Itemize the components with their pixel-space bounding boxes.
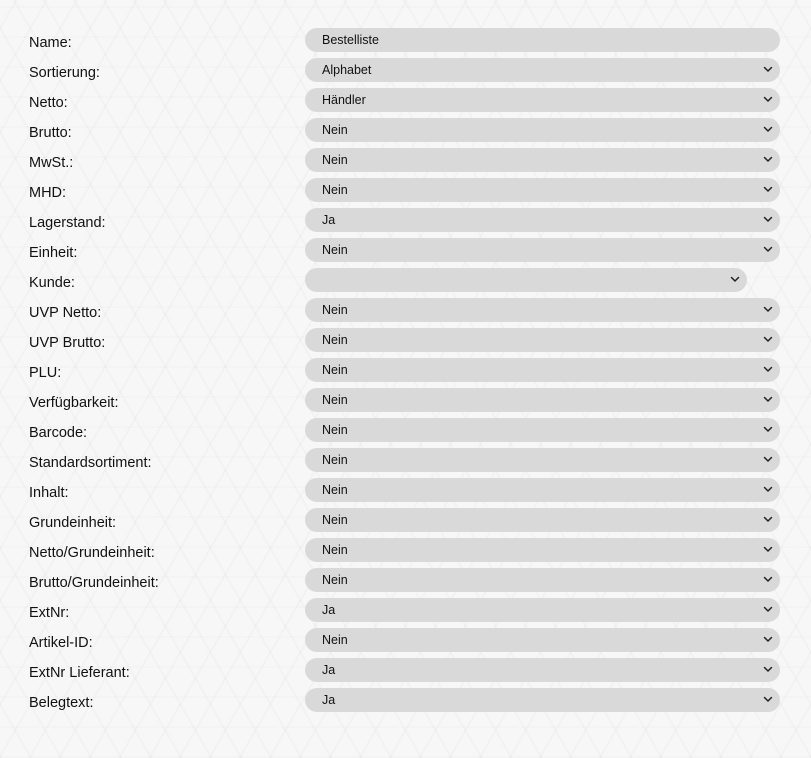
field-label: ExtNr:	[29, 605, 70, 621]
plu-select[interactable]	[305, 358, 780, 382]
field-label: Netto/Grundeinheit:	[29, 545, 155, 561]
form-row-plu	[0, 358, 811, 388]
field-value: Händler	[322, 93, 366, 107]
field-label: Standardsortiment:	[29, 455, 152, 471]
form-row-verfuegbarkeit	[0, 388, 811, 418]
mwst-select[interactable]	[305, 148, 780, 172]
chevron-down-icon	[763, 516, 773, 523]
extnr-lieferant-select[interactable]	[305, 658, 780, 682]
artikel-id-select[interactable]	[305, 628, 780, 652]
field-value: Nein	[322, 573, 348, 587]
kunde-select[interactable]	[305, 268, 747, 292]
form-row-netto	[0, 88, 811, 118]
field-label: Sortierung:	[29, 65, 100, 81]
form-row-name	[0, 28, 811, 58]
field-value: Nein	[322, 123, 348, 137]
field-label: UVP Netto:	[29, 305, 102, 321]
brutto-select[interactable]	[305, 118, 780, 142]
chevron-down-icon	[763, 366, 773, 373]
field-value: Nein	[322, 363, 348, 377]
form-row-lagerstand	[0, 208, 811, 238]
field-value: Nein	[322, 183, 348, 197]
standardsortiment-select[interactable]	[305, 448, 780, 472]
form-row-sortierung	[0, 58, 811, 88]
chevron-down-icon	[730, 276, 740, 283]
field-value: Nein	[322, 513, 348, 527]
chevron-down-icon	[763, 126, 773, 133]
field-value: Nein	[322, 543, 348, 557]
netto-grundeinheit-select[interactable]	[305, 538, 780, 562]
field-value: Ja	[322, 663, 336, 677]
chevron-down-icon	[763, 426, 773, 433]
inhalt-select[interactable]	[305, 478, 780, 502]
form-row-standardsortiment	[0, 448, 811, 478]
chevron-down-icon	[763, 96, 773, 103]
form-row-extnr-lieferant	[0, 658, 811, 688]
chevron-down-icon	[763, 456, 773, 463]
field-value: Nein	[322, 243, 348, 257]
field-label: Lagerstand:	[29, 215, 106, 231]
field-label: Kunde:	[29, 275, 75, 291]
uvp-netto-select[interactable]	[305, 298, 780, 322]
field-label: Inhalt:	[29, 485, 69, 501]
field-label: PLU:	[29, 365, 62, 381]
field-label: Grundeinheit:	[29, 515, 117, 531]
form-row-kunde	[0, 268, 811, 298]
field-label: UVP Brutto:	[29, 335, 106, 351]
lagerstand-select[interactable]	[305, 208, 780, 232]
form-row-inhalt	[0, 478, 811, 508]
field-label: Barcode:	[29, 425, 88, 441]
chevron-down-icon	[763, 216, 773, 223]
form-row-grundeinheit	[0, 508, 811, 538]
field-label: MwSt.:	[29, 155, 74, 171]
settings-form	[0, 28, 811, 718]
field-label: Belegtext:	[29, 695, 94, 711]
chevron-down-icon	[763, 156, 773, 163]
chevron-down-icon	[763, 306, 773, 313]
chevron-down-icon	[763, 186, 773, 193]
chevron-down-icon	[763, 606, 773, 613]
extnr-select[interactable]	[305, 598, 780, 622]
chevron-down-icon	[763, 696, 773, 703]
field-label: Artikel-ID:	[29, 635, 93, 651]
field-value: Nein	[322, 483, 348, 497]
field-label: Netto:	[29, 95, 68, 111]
brutto-grundeinheit-select[interactable]	[305, 568, 780, 592]
form-row-barcode	[0, 418, 811, 448]
field-value: Nein	[322, 633, 348, 647]
field-value: Nein	[322, 453, 348, 467]
form-row-brutto-grundeinheit	[0, 568, 811, 598]
field-label: Name:	[29, 35, 72, 51]
field-value: Bestelliste	[322, 33, 379, 47]
field-value: Nein	[322, 423, 348, 437]
chevron-down-icon	[763, 396, 773, 403]
name-input[interactable]	[305, 28, 780, 52]
chevron-down-icon	[763, 336, 773, 343]
sortierung-select[interactable]	[305, 58, 780, 82]
field-label: Brutto/Grundeinheit:	[29, 575, 159, 591]
chevron-down-icon	[763, 66, 773, 73]
form-row-netto-grundeinheit	[0, 538, 811, 568]
field-value: Alphabet	[322, 63, 372, 77]
chevron-down-icon	[763, 246, 773, 253]
form-row-einheit	[0, 238, 811, 268]
form-row-uvp-brutto	[0, 328, 811, 358]
form-row-mhd	[0, 178, 811, 208]
field-label: Verfügbarkeit:	[29, 395, 119, 411]
form-row-belegtext	[0, 688, 811, 718]
einheit-select[interactable]	[305, 238, 780, 262]
field-label: MHD:	[29, 185, 67, 201]
form-row-brutto	[0, 118, 811, 148]
field-value: Nein	[322, 153, 348, 167]
mhd-select[interactable]	[305, 178, 780, 202]
field-value: Nein	[322, 393, 348, 407]
chevron-down-icon	[763, 576, 773, 583]
form-row-uvp-netto	[0, 298, 811, 328]
chevron-down-icon	[763, 636, 773, 643]
form-row-extnr	[0, 598, 811, 628]
form-row-artikel-id	[0, 628, 811, 658]
form-row-mwst	[0, 148, 811, 178]
field-value: Ja	[322, 603, 336, 617]
uvp-brutto-select[interactable]	[305, 328, 780, 352]
chevron-down-icon	[763, 546, 773, 553]
netto-select[interactable]	[305, 88, 780, 112]
field-label: Brutto:	[29, 125, 72, 141]
belegtext-select[interactable]	[305, 688, 780, 712]
field-value: Nein	[322, 333, 348, 347]
grundeinheit-select[interactable]	[305, 508, 780, 532]
field-value: Nein	[322, 303, 348, 317]
barcode-select[interactable]	[305, 418, 780, 442]
field-label: Einheit:	[29, 245, 78, 261]
verfuegbarkeit-select[interactable]	[305, 388, 780, 412]
field-value: Ja	[322, 213, 336, 227]
chevron-down-icon	[763, 486, 773, 493]
field-value: Ja	[322, 693, 336, 707]
chevron-down-icon	[763, 666, 773, 673]
field-label: ExtNr Lieferant:	[29, 665, 130, 681]
